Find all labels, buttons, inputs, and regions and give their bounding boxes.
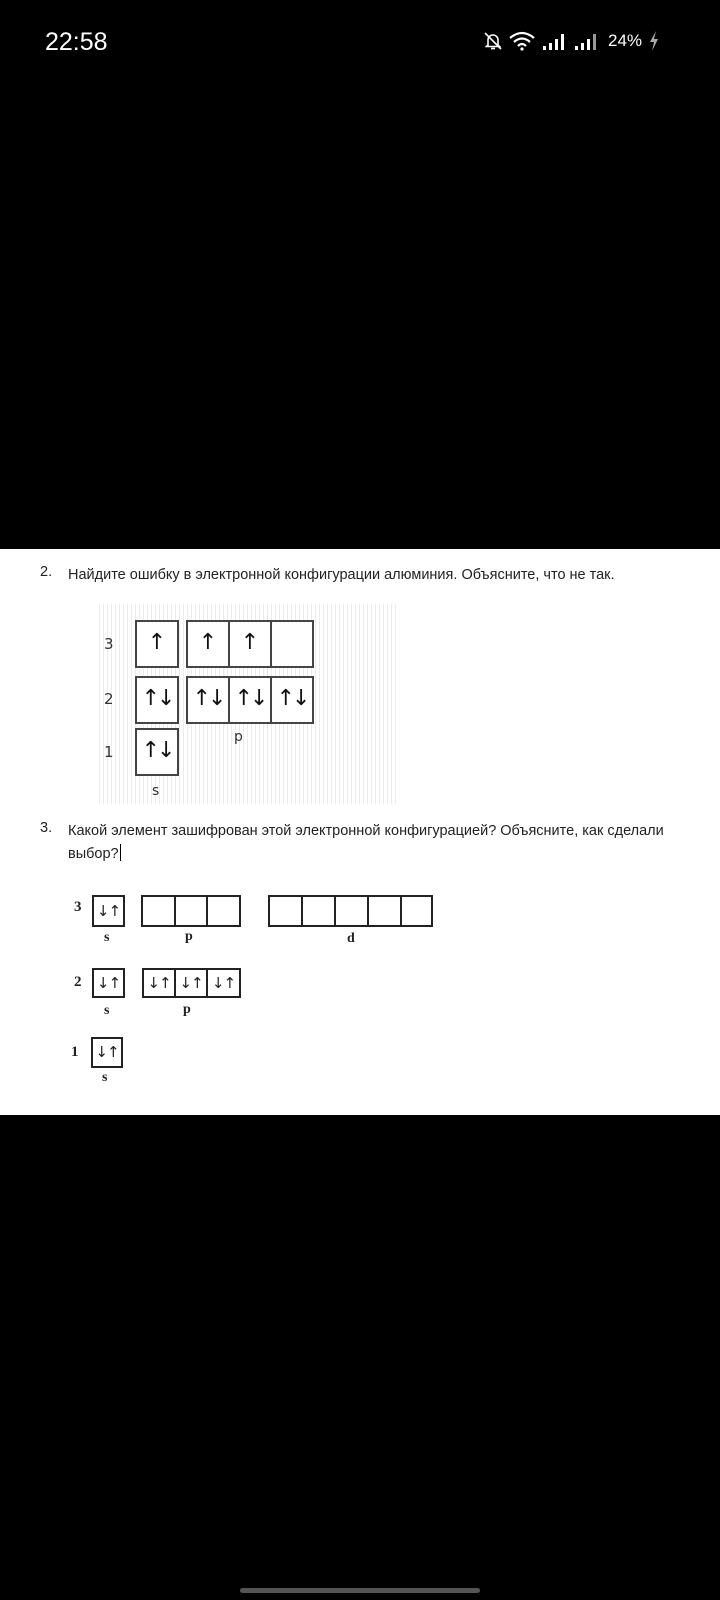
orbital-3d-5 [400,895,433,927]
orbital-3d-2 [301,895,336,927]
orbital-2p-3: ↑↓ [270,676,314,724]
orbital-2s: ↓↑ [92,968,125,998]
sublevel-label-p: p [183,1002,191,1017]
orbital-2s: ↑↓ [135,676,179,724]
level-label: 3 [74,899,82,915]
orbital-3s: ↓↑ [92,895,125,927]
orbital-3d-1 [268,895,303,927]
orbital-3p-1 [141,895,176,927]
orbital-3p-2 [174,895,208,927]
battery-percent: 24% [608,31,643,50]
sublevel-label-s: s [104,930,110,945]
orbital-3d-3 [334,895,369,927]
orbital-2p-3: ↓↑ [206,968,241,998]
orbital-3p-1: ↑ [186,620,230,668]
orbital-3p-3 [206,895,241,927]
text-cursor [120,844,121,861]
sublevel-label-s: s [152,783,160,799]
orbital-2p-1: ↓↑ [142,968,176,998]
orbital-2p-2: ↓↑ [174,968,208,998]
mute-bell-icon [484,31,502,51]
orbital-2p-1: ↑↓ [186,676,230,724]
level-label: 3 [104,635,114,653]
level-label: 2 [74,974,82,990]
orbital-3d-4 [367,895,402,927]
signal-icon-2 [574,31,600,51]
orbital-3s: ↑ [135,620,179,668]
level-label: 1 [104,743,114,761]
question-text: Найдите ошибку в электронной конфигурации алюминия. Объясните, что не так. [68,567,615,583]
orbital-3p-2: ↑ [228,620,272,668]
sublevel-label-d: d [347,931,355,946]
level-label: 2 [104,690,114,708]
sublevel-label-p: p [234,729,243,745]
wifi-icon [508,31,536,51]
clock: 22:58 [45,28,108,56]
orbital-3p-3 [270,620,314,668]
orbital-1s: ↑↓ [135,728,179,776]
sublevel-label-s: s [102,1070,108,1085]
status-bar [0,0,720,90]
question-number: 2. [40,564,53,580]
sublevel-label-p: p [185,929,193,944]
sublevel-label-s: s [104,1003,110,1018]
charging-icon [648,30,660,52]
orbital-2p-2: ↑↓ [228,676,272,724]
question-number: 3. [40,820,53,836]
orbital-1s: ↓↑ [91,1037,123,1068]
question-text: Какой элемент зашифрован этой электронной конфигурацией? Объясните, как сделали выбор? [68,823,664,862]
home-indicator[interactable] [240,1588,480,1593]
status-icons [484,30,660,52]
level-label: 1 [71,1044,79,1060]
signal-icon [542,31,568,51]
